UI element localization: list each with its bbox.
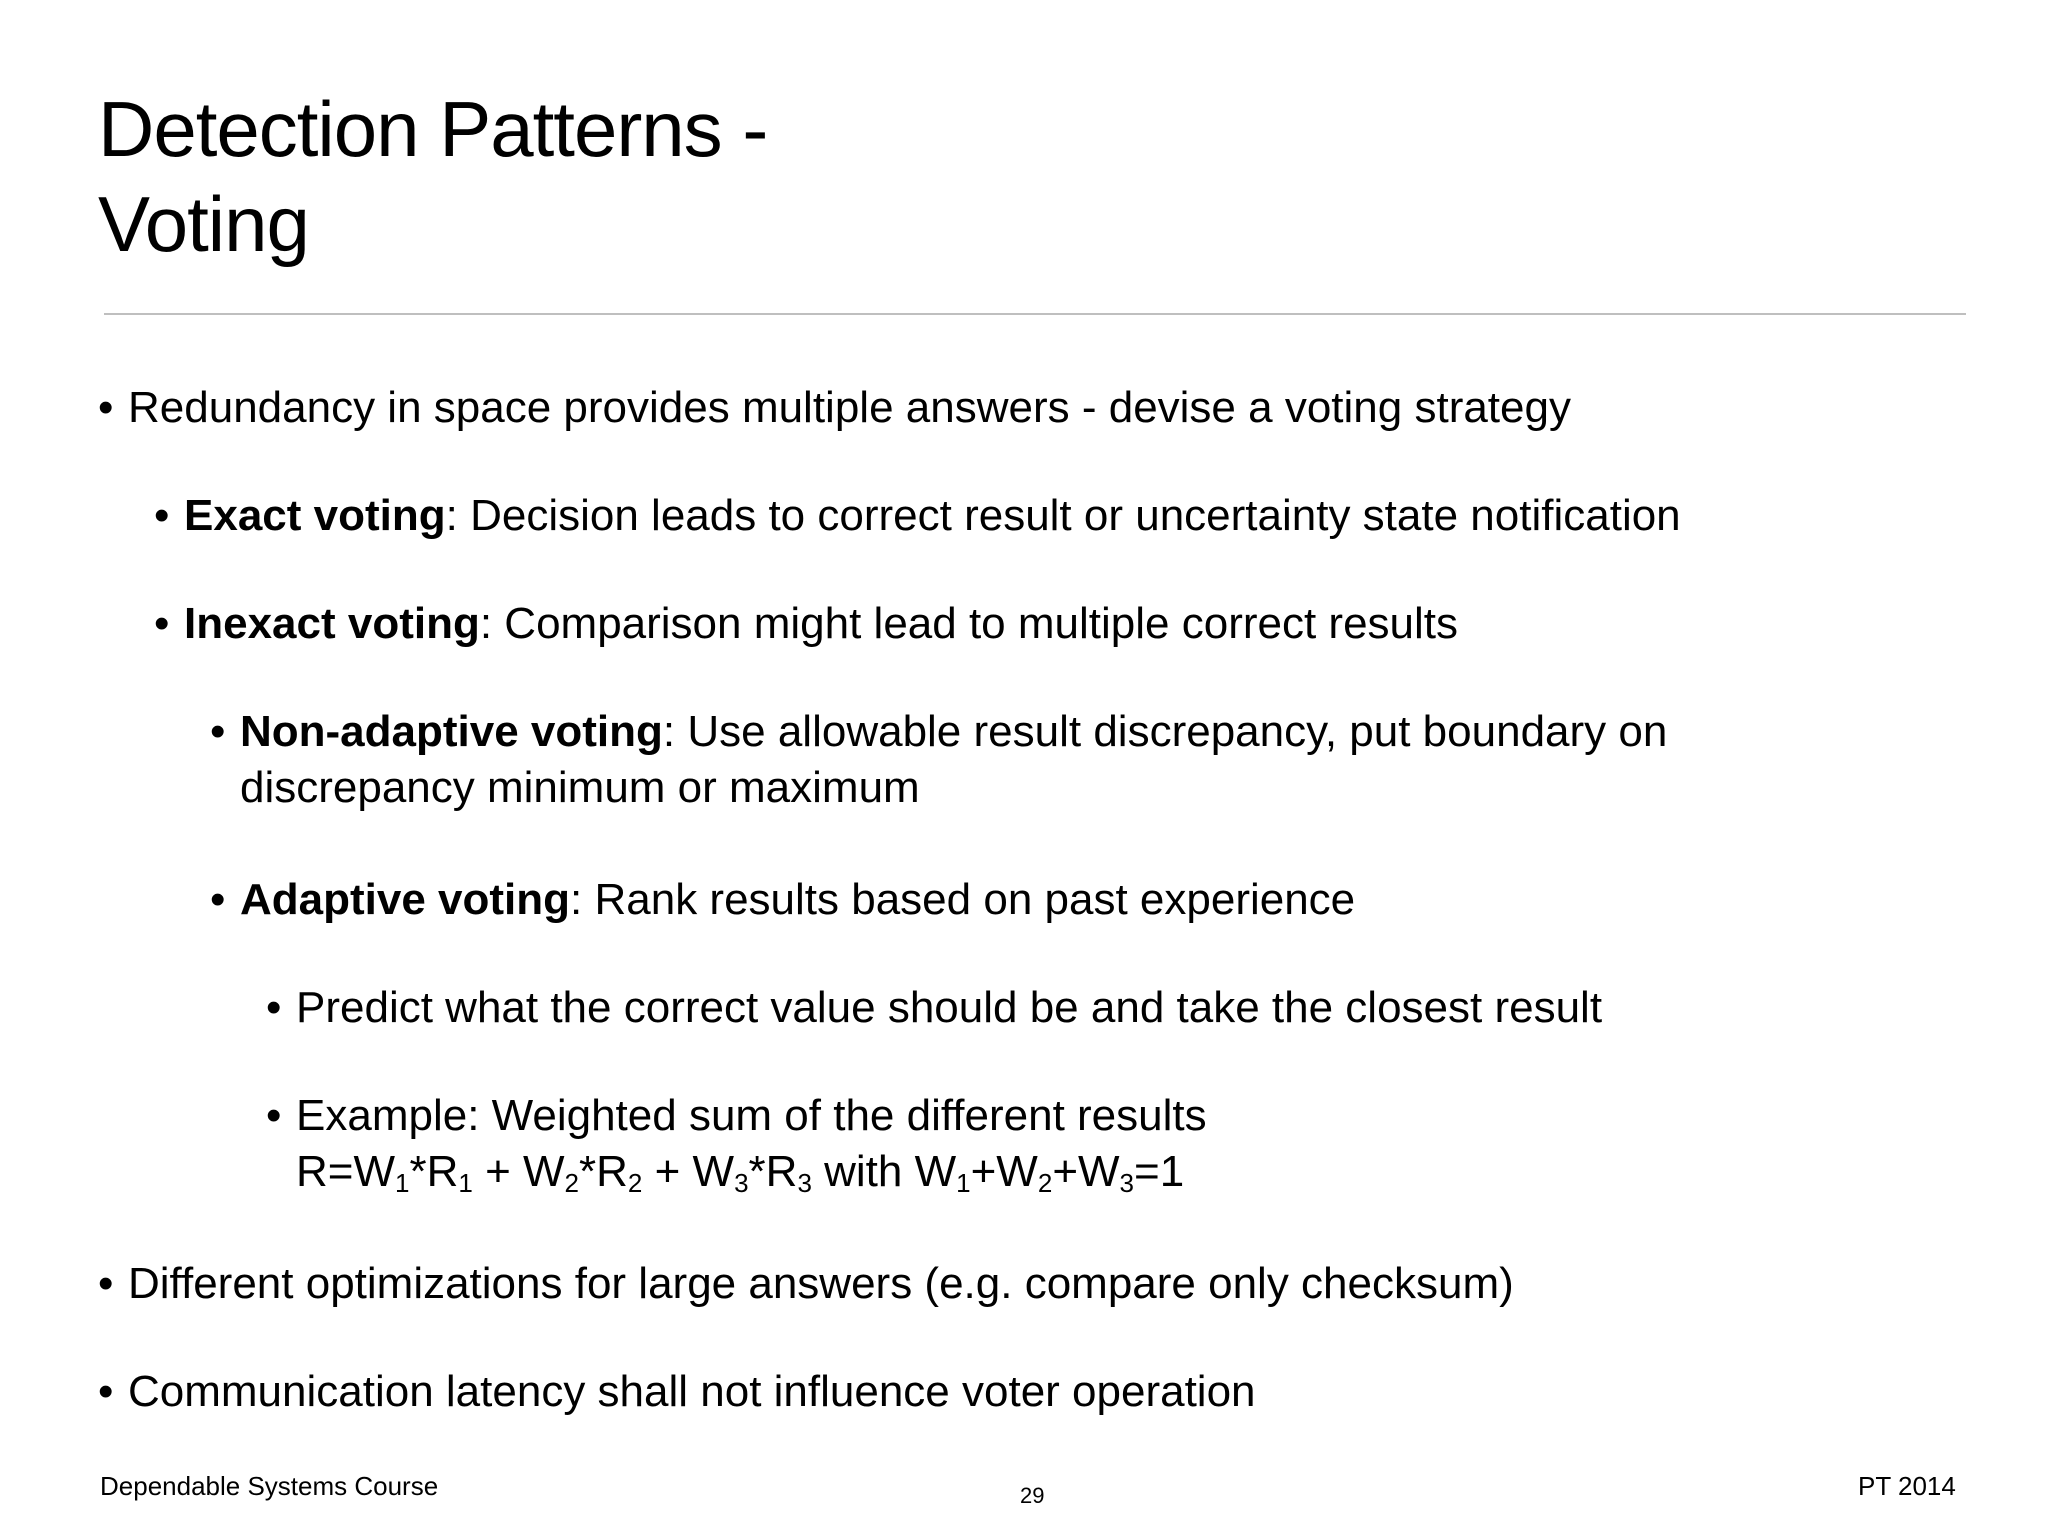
bullet-term: Exact voting <box>184 491 446 540</box>
bullet-text: Example: Weighted sum of the different results $R=W_1*R_1 + W_2*R_2 + W_3*R_3$ with $W_1+W_2+W_3=1$ <box>296 1091 1207 1198</box>
bullet-text: Exact voting: Decision leads to correct result or uncertainty state notification <box>184 491 1681 540</box>
title-divider <box>104 313 1966 315</box>
bullet-icon: • <box>98 1259 114 1308</box>
bullet-icon: • <box>154 491 170 540</box>
bullet-icon: • <box>210 875 226 924</box>
slide-title-line2: Voting <box>98 180 309 268</box>
footer-term: PT 2014 <box>1858 1471 1956 1501</box>
bullet-text: Inexact voting: Comparison might lead to multiple correct results <box>184 599 1459 648</box>
bullet-term: Adaptive voting <box>240 875 571 924</box>
bullet-text: Communication latency shall not influence voter operation <box>128 1367 1256 1416</box>
bullet-text: Predict what the correct value should be and take the closest result <box>296 983 1603 1032</box>
bullet-term: Non-adaptive voting <box>240 707 663 756</box>
bullet-text: Redundancy in space provides multiple answers - devise a voting strategy <box>128 383 1571 432</box>
bullet-icon: • <box>266 983 282 1032</box>
bullet-icon: • <box>154 599 170 648</box>
bullet-text: Different optimizations for large answers (e.g. compare only checksum) <box>128 1259 1514 1308</box>
footer-course: Dependable Systems Course <box>100 1471 439 1501</box>
bullet-icon: • <box>98 383 114 432</box>
bullet-icon: • <box>210 707 226 756</box>
weighted-sum-formula: $R=W_1*R_1 + W_2*R_2 + W_3*R_3$ with $W_1+W_2+W_3=1$ <box>296 1147 1185 1198</box>
slide-title-line1: Detection Patterns - <box>98 85 768 173</box>
bullet-text: Non-adaptive voting: Use allowable result discrepancy, put boundary on discrepancy minimum or maximum <box>240 707 1668 812</box>
bullet-icon: • <box>266 1091 282 1140</box>
bullet-text: Adaptive voting: Rank results based on past experience <box>240 875 1356 924</box>
slide-title <box>98 82 1498 272</box>
bullet-term: Inexact voting <box>184 599 480 648</box>
footer-page-number: 29 <box>1020 1483 1045 1508</box>
bullet-icon: • <box>98 1367 114 1416</box>
